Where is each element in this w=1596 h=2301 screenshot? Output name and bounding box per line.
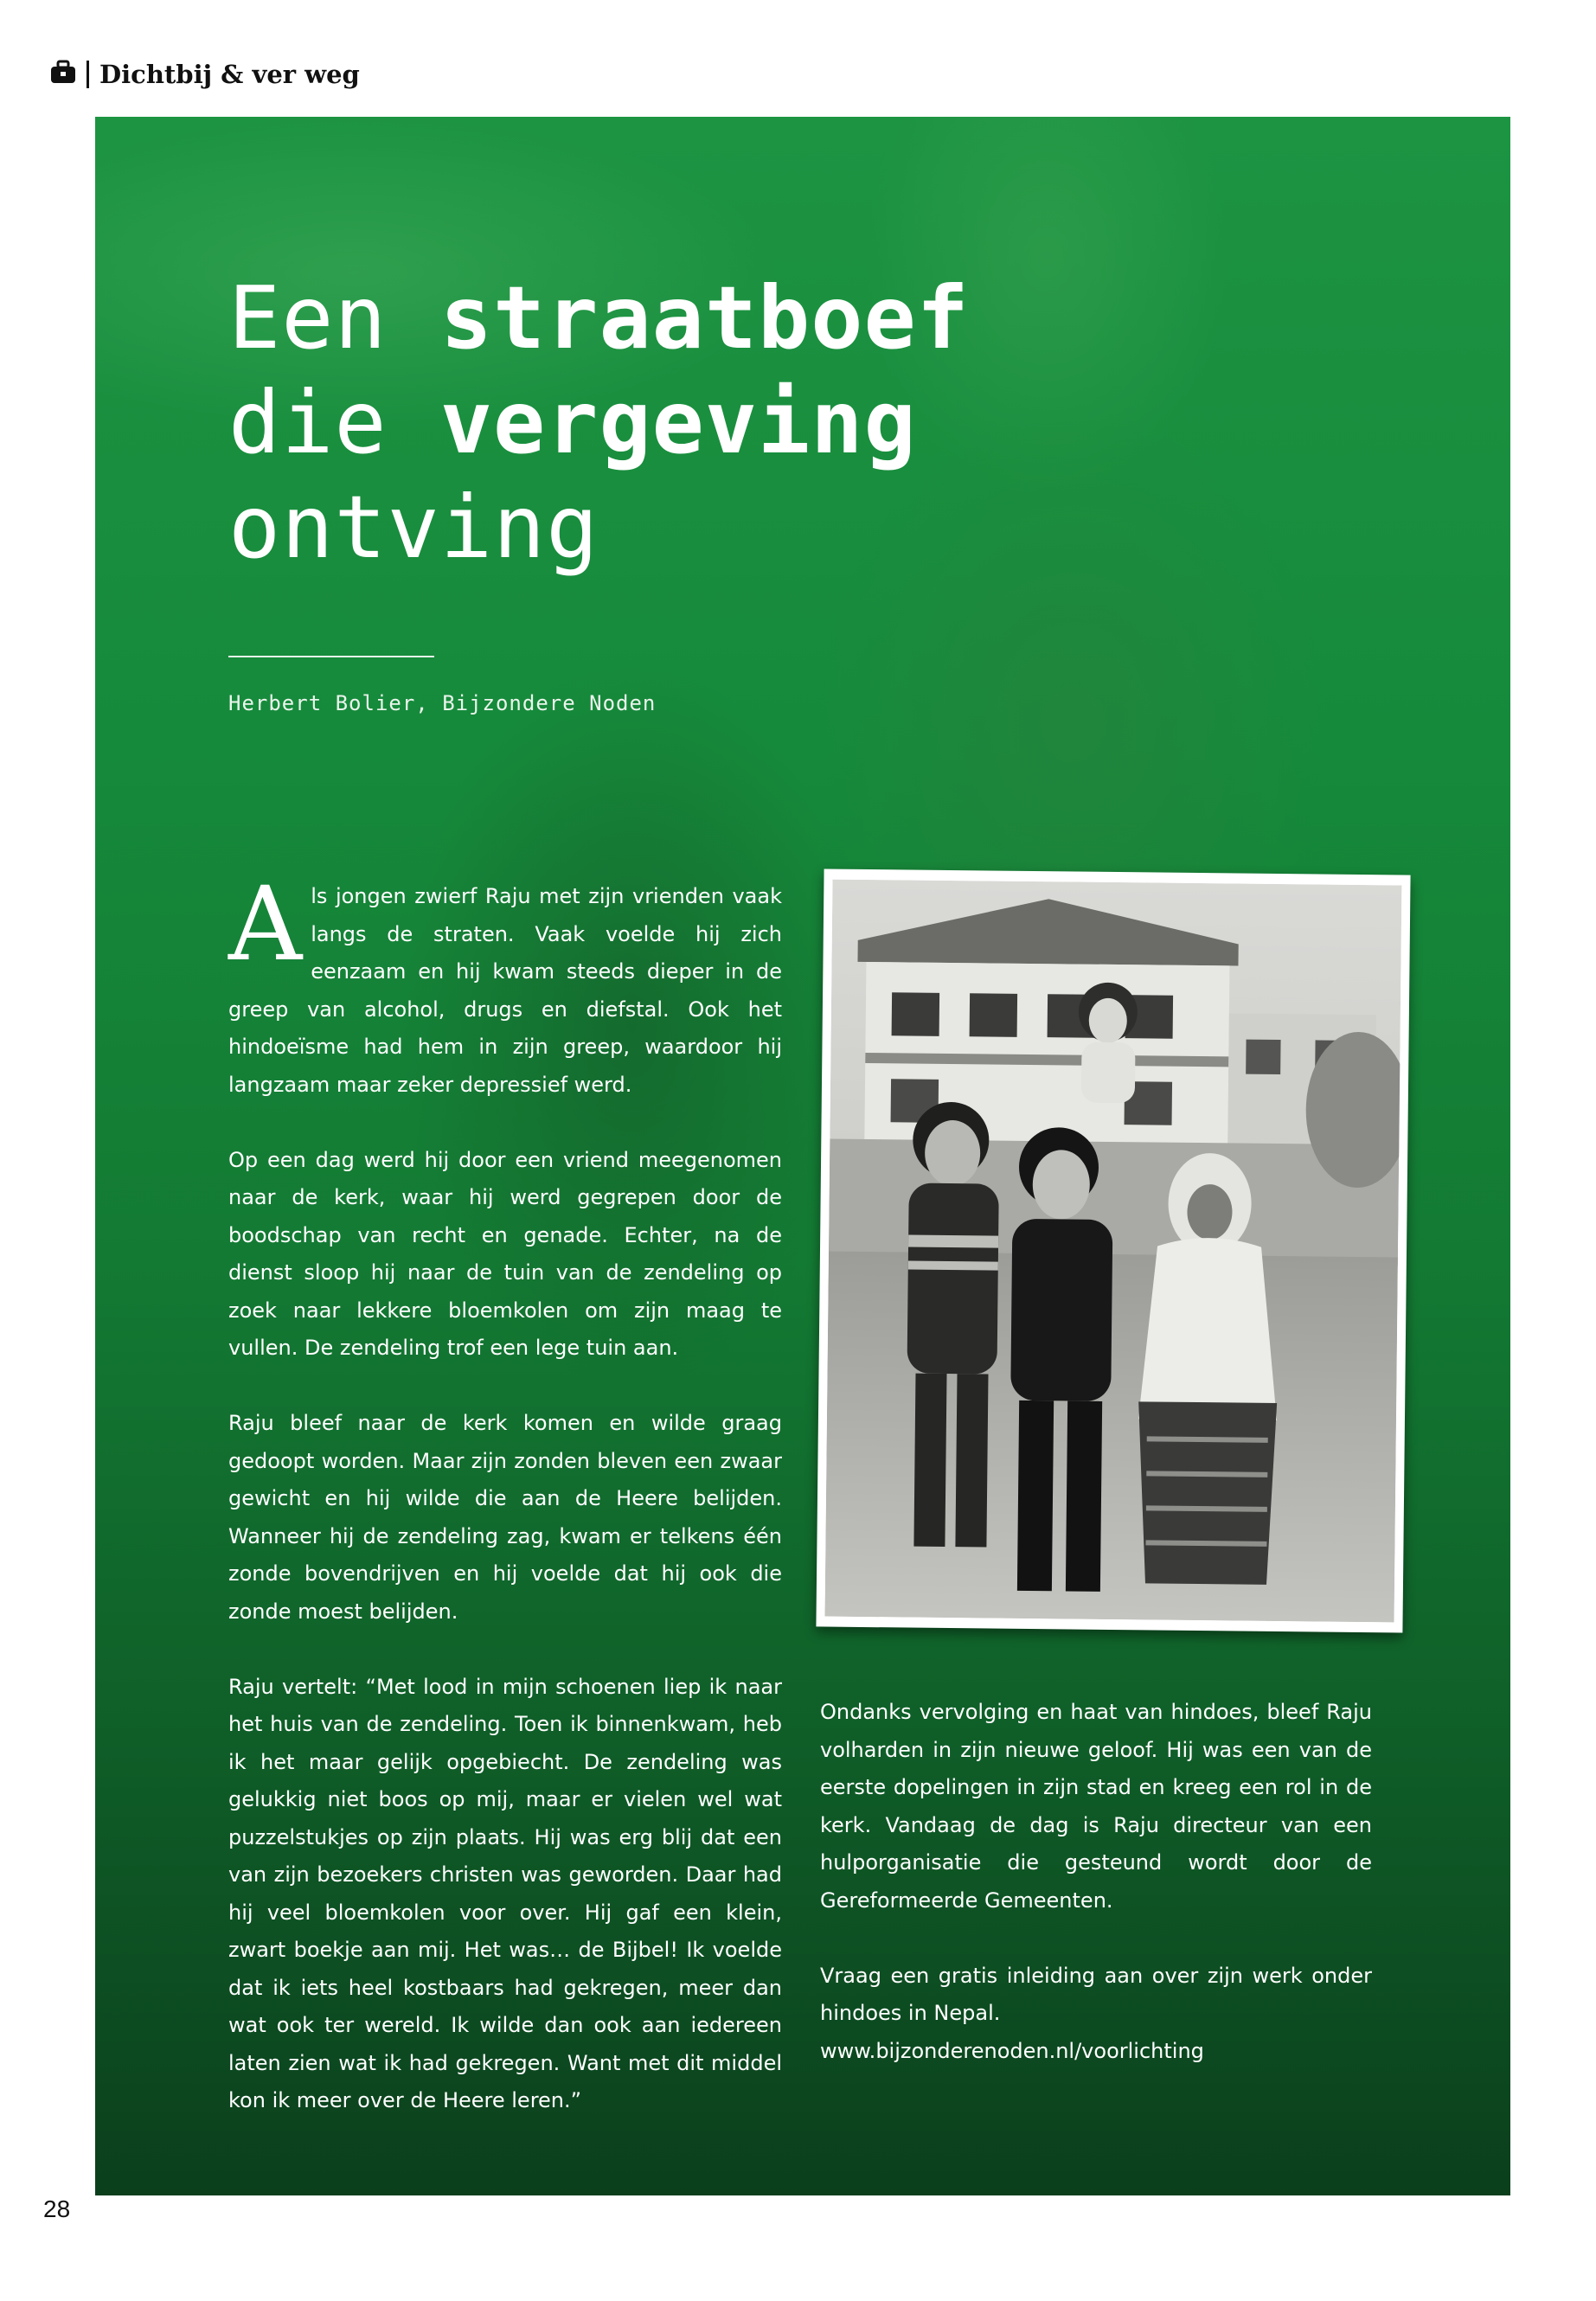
article-title <box>228 266 970 580</box>
byline: Herbert Bolier, Bijzondere Noden <box>228 691 657 715</box>
photo-image <box>825 880 1402 1623</box>
drop-cap: A <box>228 864 303 984</box>
paragraph-quote: Raju vertelt: “Met lood in mijn schoenen liep ik naar het huis van de zendeling. Toen ik binnenkwam, heb ik het maar gelijk opgebiecht. De zendeling was gelukkig niet boos op mij, maar er vielen wel wat puzzelstukjes op zijn plaats. Hij was erg blij dat een van zijn bezoekers christen was geworden. Daar had hij veel bloemkolen voor over. Hij gaf een klein, zwart boekje aan mij. Het was… de Bijbel! Ik voelde dat ik iets heel kostbaars had gekregen, meer dan wat ook ter wereld. Ik wilde dan ook aan iedereen laten zien wat ik had gekregen. Want met dit middel kon ik meer over de Heere leren.” <box>228 1674 782 2112</box>
title-line-1: Een straatboef <box>228 267 970 369</box>
section-title: Dichtbij & ver weg <box>99 60 360 89</box>
article-panel <box>95 117 1510 2195</box>
title-line-3: ontving <box>228 477 599 578</box>
text-column-left <box>228 864 782 2120</box>
text-column-right <box>820 1694 1372 2070</box>
paragraph-cta: Vraag een gratis inleiding aan over zijn werk onder hindoes in Nepal. www.bijzonderenoden.nl/voorlichting <box>820 1963 1372 2063</box>
paragraph: Ondanks vervolging en haat van hindoes, bleef Raju volharden in zijn nieuwe geloof. Hij was een van de eerste dopelingen in zijn stad en kreeg een rol in de kerk. Vandaag de dag is Raju directeur van een hulporganisatie die gesteund wordt door de Gereformeerde Gemeenten. <box>820 1700 1372 1913</box>
section-header <box>50 57 360 92</box>
paragraph: Raju bleef naar de kerk komen en wilde graag gedoopt worden. Maar zijn zonden bleven een zwaar gewicht en hij wilde die aan de Heere belijden. Wanneer hij de zendeling zag, kwam er telkens één zonde bovendrijven en hij voelde dat hij ook die zonde moest belijden. <box>228 1411 782 1624</box>
paragraph: Op een dag werd hij door een vriend meegenomen naar de kerk, waar hij werd gegrepen door de boodschap van recht en genade. Echter, na de dienst sloop hij naar de tuin van de zendeling op zoek naar lekkere bloemkolen om zijn maag te vullen. De zendeling trof een lege tuin aan. <box>228 1147 782 1360</box>
photo-raju-and-friends <box>816 868 1410 1632</box>
website-link[interactable]: www.bijzonderenoden.nl/voorlichting <box>820 2038 1204 2063</box>
paragraph-intro: Als jongen zwierf Raju met zijn vrienden vaak langs de straten. Vaak voelde hij zich eenzaam en hij kwam steeds dieper in de greep van alcohol, drugs en diefstal. Ook het hindoeïsme had hem in zijn greep, waardoor hij langzaam maar zeker depressief werd. <box>228 864 782 1097</box>
header-divider <box>87 61 89 88</box>
title-line-2: die vergeving <box>228 372 917 473</box>
title-rule <box>228 656 434 657</box>
page-number: 28 <box>43 2195 71 2222</box>
briefcase-icon <box>50 60 76 90</box>
